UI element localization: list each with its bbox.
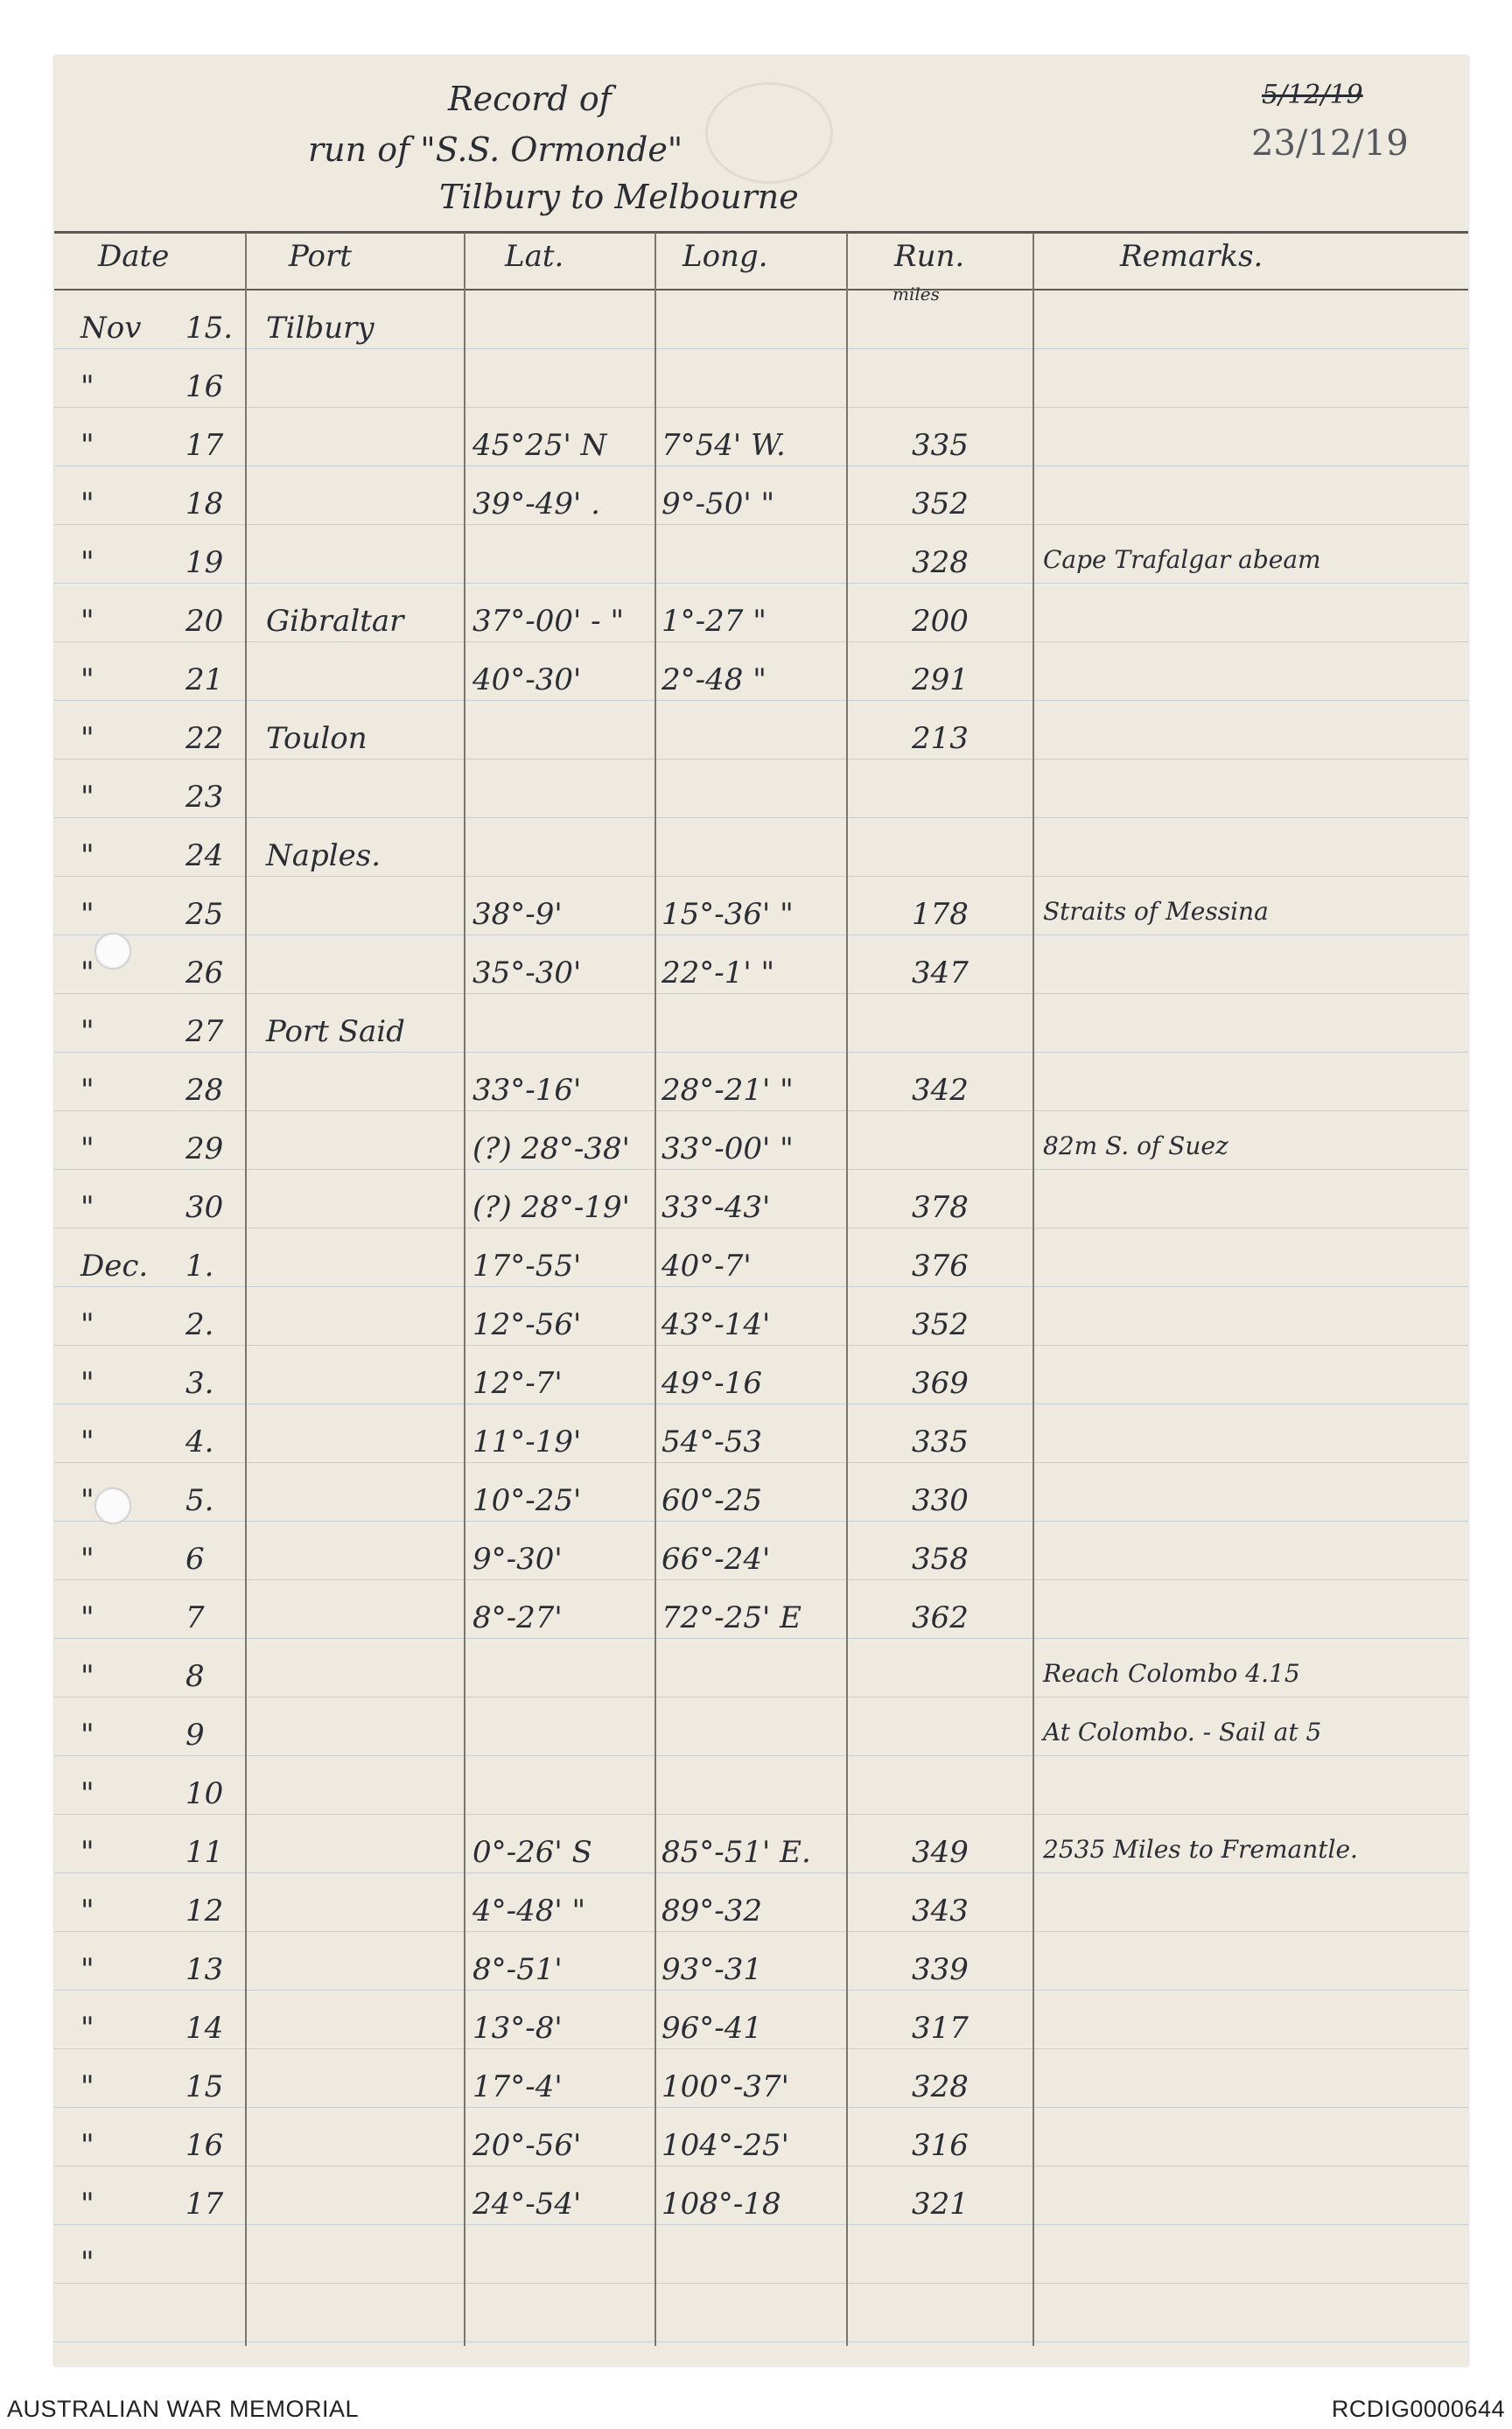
row-lat: 45°25' N — [472, 428, 607, 463]
row-remarks: At Colombo. - Sail at 5 — [1043, 1718, 1322, 1746]
row-month: " — [80, 838, 94, 873]
row-long: 85°-51' E. — [662, 1835, 811, 1870]
ruled-line — [54, 1052, 1468, 1053]
row-long: 1°-27 " — [662, 604, 766, 639]
ruled-line — [54, 2048, 1468, 2049]
row-long: 93°-31 — [662, 1952, 763, 1987]
ruled-line — [54, 583, 1468, 584]
ruled-line — [54, 2224, 1468, 2225]
row-run: 352 — [912, 486, 969, 522]
row-remarks: Straits of Messina — [1043, 897, 1269, 926]
row-month: " — [80, 721, 94, 756]
column-divider-lat — [464, 233, 466, 2346]
row-lat: 35°-30' — [472, 956, 582, 990]
ruled-line — [54, 876, 1468, 877]
row-run: 343 — [912, 1894, 969, 1928]
row-remarks: 82m S. of Suez — [1043, 1131, 1228, 1160]
row-long: 2°-48 " — [662, 662, 766, 697]
document-title-line2: run of "S.S. Ormonde" — [308, 130, 683, 169]
ruled-line — [54, 1638, 1468, 1639]
row-long: 100°-37' — [662, 2069, 789, 2104]
row-long: 54°-53 — [662, 1424, 763, 1460]
row-month: " — [80, 428, 94, 463]
ruled-line — [54, 700, 1468, 701]
row-month: " — [80, 1835, 94, 1870]
row-day: 25 — [186, 897, 224, 932]
row-month: " — [80, 545, 94, 580]
row-port: Naples. — [266, 838, 382, 873]
ruled-line — [54, 759, 1468, 760]
column-divider-remarks — [1032, 233, 1034, 2346]
ruled-line — [54, 934, 1468, 935]
row-run: 328 — [912, 2069, 969, 2104]
row-run: 200 — [912, 604, 969, 639]
row-month: " — [80, 2069, 94, 2104]
row-day: 18 — [186, 486, 224, 522]
row-day: 9 — [186, 1718, 205, 1753]
header-run: Run. — [894, 239, 965, 274]
row-run: 330 — [912, 1483, 969, 1518]
ruled-line — [54, 524, 1468, 525]
ruled-line — [54, 1872, 1468, 1873]
row-run: 335 — [912, 428, 969, 463]
row-long: 43°-14' — [662, 1307, 771, 1342]
row-long: 108°-18 — [662, 2187, 781, 2222]
row-month: " — [80, 1600, 94, 1635]
row-long: 49°-16 — [662, 1366, 763, 1401]
row-lat: 20°-56' — [472, 2128, 582, 2163]
row-month: " — [80, 1542, 94, 1577]
row-month: " — [80, 369, 94, 404]
row-month: " — [80, 780, 94, 815]
punch-hole-lower — [94, 1488, 131, 1524]
row-month: Nov — [80, 311, 142, 346]
column-divider-port — [245, 233, 247, 2346]
header-lat: Lat. — [505, 239, 564, 274]
row-day: 17 — [186, 2187, 224, 2222]
header-port: Port — [289, 239, 352, 274]
row-port: Toulon — [266, 721, 368, 756]
header-long: Long. — [682, 239, 768, 274]
row-run: 342 — [912, 1073, 969, 1108]
row-run: 339 — [912, 1952, 969, 1987]
row-long: 60°-25 — [662, 1483, 763, 1518]
header-date: Date — [98, 239, 170, 274]
row-month: " — [80, 2011, 94, 2046]
row-month: " — [80, 1483, 94, 1518]
row-day: 10 — [186, 1776, 224, 1811]
row-long: 66°-24' — [662, 1542, 771, 1577]
ruled-line — [54, 2107, 1468, 2108]
row-day: 5. — [186, 1483, 214, 1518]
row-day: 4. — [186, 1424, 214, 1460]
row-lat: 10°-25' — [472, 1483, 582, 1518]
header-remarks: Remarks. — [1120, 239, 1264, 274]
ruled-line — [54, 993, 1468, 994]
ruled-line — [54, 1931, 1468, 1932]
row-day: 2. — [186, 1307, 214, 1342]
row-day: 8 — [186, 1659, 205, 1694]
row-lat: 24°-54' — [472, 2187, 582, 2222]
row-day: 16 — [186, 369, 224, 404]
header-rule-top — [54, 231, 1468, 234]
row-lat: 17°-4' — [472, 2069, 563, 2104]
ruled-line — [54, 2283, 1468, 2284]
row-month: " — [80, 1718, 94, 1753]
row-remarks: Cape Trafalgar abeam — [1043, 545, 1321, 574]
row-day: 1. — [186, 1249, 214, 1284]
row-day: 7 — [186, 1600, 205, 1635]
row-lat: 9°-30' — [472, 1542, 563, 1577]
row-long: 72°-25' E — [662, 1600, 802, 1635]
row-lat: 17°-55' — [472, 1249, 582, 1284]
row-long: 33°-00' " — [662, 1131, 794, 1166]
row-day: 22 — [186, 721, 224, 756]
document-page — [54, 56, 1468, 2366]
row-month: " — [80, 897, 94, 932]
row-month: " — [80, 1952, 94, 1987]
row-run: 349 — [912, 1835, 969, 1870]
row-run: 335 — [912, 1424, 969, 1460]
row-month: " — [80, 1894, 94, 1928]
document-title-line3: Tilbury to Melbourne — [439, 178, 799, 216]
column-divider-long — [654, 233, 656, 2346]
ruled-line — [54, 1697, 1468, 1698]
ruled-line — [54, 1286, 1468, 1287]
row-remarks: Reach Colombo 4.15 — [1043, 1659, 1300, 1688]
document-title-line1: Record of — [448, 80, 612, 118]
row-month: " — [80, 1131, 94, 1166]
row-long: 7°54' W. — [662, 428, 786, 463]
row-day: 12 — [186, 1894, 224, 1928]
row-lat: (?) 28°-38' — [472, 1131, 630, 1166]
row-run: 358 — [912, 1542, 969, 1577]
row-lat: 33°-16' — [472, 1073, 582, 1108]
row-lat: 11°-19' — [472, 1424, 582, 1460]
ruled-line — [54, 1579, 1468, 1580]
ruled-line — [54, 641, 1468, 642]
row-long: 28°-21' " — [662, 1073, 794, 1108]
row-month: " — [80, 2128, 94, 2163]
row-long: 33°-43' — [662, 1190, 771, 1225]
row-run: 378 — [912, 1190, 969, 1225]
row-lat: 13°-8' — [472, 2011, 563, 2046]
row-day: 19 — [186, 545, 224, 580]
row-run: 352 — [912, 1307, 969, 1342]
row-day: 6 — [186, 1542, 205, 1577]
row-run: 291 — [912, 662, 969, 697]
ruled-line — [54, 1169, 1468, 1170]
row-run: 321 — [912, 2187, 969, 2222]
ruled-line — [54, 1814, 1468, 1815]
row-day: 20 — [186, 604, 224, 639]
row-long: 104°-25' — [662, 2128, 789, 2163]
row-day: 15. — [186, 311, 234, 346]
row-day: 27 — [186, 1014, 224, 1049]
row-day: 30 — [186, 1190, 224, 1225]
ruled-line — [54, 1345, 1468, 1346]
row-month: " — [80, 604, 94, 639]
header-run-unit: miles — [892, 284, 940, 304]
crossed-reference: 5/12/19 — [1262, 80, 1363, 110]
row-month: " — [80, 956, 94, 990]
row-day: 24 — [186, 838, 224, 873]
row-long: 89°-32 — [662, 1894, 763, 1928]
row-day: 23 — [186, 780, 224, 815]
row-month: " — [80, 486, 94, 522]
row-month: " — [80, 1073, 94, 1108]
row-month: " — [80, 2187, 94, 2222]
ruled-line — [54, 1110, 1468, 1111]
row-lat: 37°-00' - " — [472, 604, 625, 639]
ruled-line — [54, 1462, 1468, 1463]
row-run: 376 — [912, 1249, 969, 1284]
row-month: " — [80, 1190, 94, 1225]
row-month: Dec. — [80, 1249, 149, 1284]
row-month: " — [80, 662, 94, 697]
row-lat: (?) 28°-19' — [472, 1190, 630, 1225]
row-run: 328 — [912, 545, 969, 580]
row-long: 22°-1' " — [662, 956, 775, 990]
row-lat: 12°-56' — [472, 1307, 582, 1342]
row-month: " — [80, 2245, 94, 2280]
row-lat: 39°-49' . — [472, 486, 600, 522]
row-lat: 8°-51' — [472, 1952, 563, 1987]
row-long: 96°-41 — [662, 2011, 763, 2046]
row-run: 178 — [912, 897, 969, 932]
footer-reference: RCDIG0000644 — [1331, 2396, 1505, 2422]
column-divider-run — [846, 233, 848, 2346]
row-run: 316 — [912, 2128, 969, 2163]
embossed-seal — [705, 82, 833, 184]
row-lat: 40°-30' — [472, 662, 582, 697]
row-lat: 38°-9' — [472, 897, 563, 932]
row-month: " — [80, 1776, 94, 1811]
row-month: " — [80, 1307, 94, 1342]
row-day: 16 — [186, 2128, 224, 2163]
row-lat: 12°-7' — [472, 1366, 563, 1401]
row-run: 347 — [912, 956, 969, 990]
row-day: 14 — [186, 2011, 224, 2046]
header-rule-bottom — [54, 289, 1468, 290]
row-day: 3. — [186, 1366, 214, 1401]
row-run: 369 — [912, 1366, 969, 1401]
row-month: " — [80, 1659, 94, 1694]
ruled-line — [54, 1755, 1468, 1756]
row-long: 40°-7' — [662, 1249, 752, 1284]
row-port: Tilbury — [266, 311, 374, 346]
row-day: 11 — [186, 1835, 224, 1870]
row-month: " — [80, 1424, 94, 1460]
row-run: 213 — [912, 721, 969, 756]
row-lat: 8°-27' — [472, 1600, 563, 1635]
row-lat: 4°-48' " — [472, 1894, 586, 1928]
row-day: 15 — [186, 2069, 224, 2104]
row-day: 29 — [186, 1131, 224, 1166]
row-day: 28 — [186, 1073, 224, 1108]
row-day: 21 — [186, 662, 224, 697]
reference-date: 23/12/19 — [1251, 123, 1409, 164]
ruled-line — [54, 1521, 1468, 1522]
ruled-line — [54, 1990, 1468, 1991]
row-long: 15°-36' " — [662, 897, 794, 932]
ruled-line — [54, 348, 1468, 349]
row-day: 13 — [186, 1952, 224, 1987]
footer-institution: AUSTRALIAN WAR MEMORIAL — [7, 2396, 360, 2422]
row-day: 26 — [186, 956, 224, 990]
row-run: 317 — [912, 2011, 969, 2046]
punch-hole-upper — [94, 933, 131, 970]
row-month: " — [80, 1014, 94, 1049]
row-lat: 0°-26' S — [472, 1835, 592, 1870]
row-port: Port Said — [266, 1014, 405, 1049]
ruled-line — [54, 407, 1468, 408]
row-month: " — [80, 1366, 94, 1401]
row-port: Gibraltar — [266, 604, 404, 639]
row-remarks: 2535 Miles to Fremantle. — [1043, 1835, 1358, 1864]
ruled-line — [54, 817, 1468, 818]
row-long: 9°-50' " — [662, 486, 775, 522]
row-run: 362 — [912, 1600, 969, 1635]
row-day: 17 — [186, 428, 224, 463]
